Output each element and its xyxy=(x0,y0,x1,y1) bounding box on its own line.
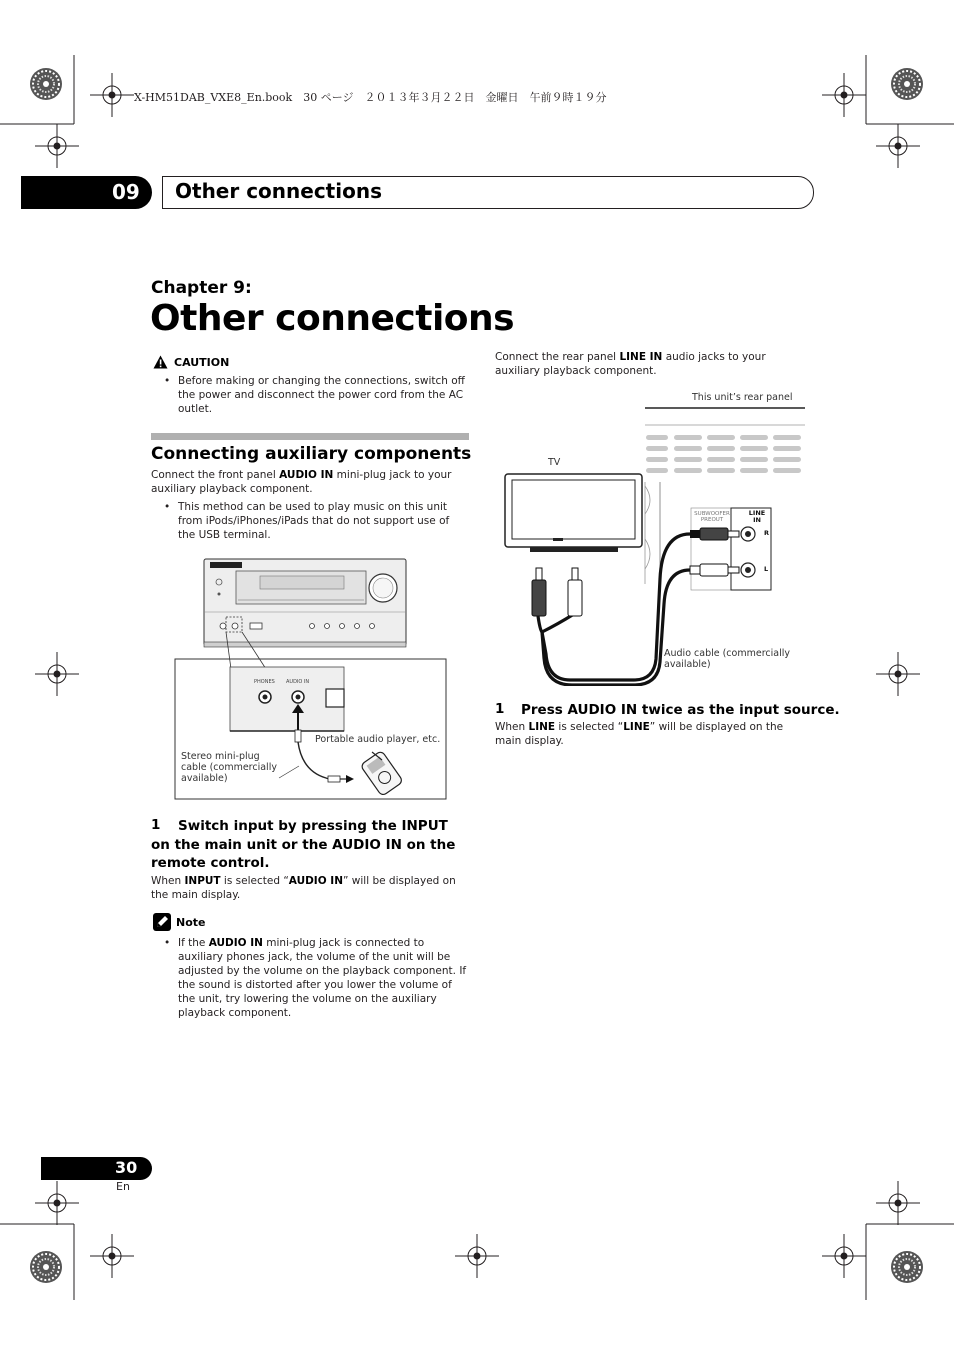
caution-heading: CAUTION xyxy=(174,356,230,369)
portable-player-icon xyxy=(360,750,403,796)
step1-left-number: 1 xyxy=(151,817,161,833)
step1-left-body-post: ” will be displayed on the main display. xyxy=(151,875,456,901)
section-bullet: • This method can be used to play music on this unit from iPods/iPhones/iPads that do not support use of the USB terminal. xyxy=(178,500,468,542)
page-number: 30 xyxy=(115,1158,138,1177)
step1-left-body xyxy=(151,874,469,902)
mini-plug-cable-label: Stereo mini-plug cable (commercially available) xyxy=(181,751,277,784)
portable-player-label: Portable audio player, etc. xyxy=(315,734,441,745)
caution-text: • Before making or changing the connections, switch off the power and disconnect the power cord from the AC outlet. xyxy=(178,374,468,416)
subwoofer-label: SUBWOOFER PREOUT xyxy=(694,511,730,523)
phones-label: PHONES xyxy=(254,679,275,685)
right-intro-bold: LINE IN xyxy=(619,351,663,363)
step1-right-body-pre: When xyxy=(495,721,529,733)
note-bold: AUDIO IN xyxy=(208,937,263,949)
step1-left-body-mid: is selected “ xyxy=(220,875,289,887)
step1-left-body-b1: INPUT xyxy=(184,875,221,887)
note-pre: If the xyxy=(178,937,209,949)
step1-left-body-b2: AUDIO IN xyxy=(288,875,343,887)
step1-left-heading: Switch input by pressing the INPUT on the main unit or the AUDIO IN on the remote control. xyxy=(151,818,456,871)
right-intro-post: audio jacks to your auxiliary playback component. xyxy=(495,351,766,377)
section-intro-bold: AUDIO IN xyxy=(279,469,334,481)
note-post: mini-plug jack is connected to auxiliary phones jack, the volume of the unit will be adjusted by the volume on the playback component. If the sound is distorted after you lower the volume of the unit, try lowering the volume on the auxiliary playback component. xyxy=(178,937,467,1019)
section-intro-pre: Connect the front panel xyxy=(151,469,280,481)
step1-right-body-mid: is selected “ xyxy=(555,721,624,733)
note-text xyxy=(178,936,468,1020)
step1-right-number: 1 xyxy=(495,701,505,717)
section-title: Connecting auxiliary components xyxy=(151,444,472,464)
step1-right-body-b2: LINE xyxy=(623,721,650,733)
right-intro-pre: Connect the rear panel xyxy=(495,351,620,363)
chapter-tab-number: 09 xyxy=(112,180,140,204)
audio-cable-label: Audio cable (commercially available) xyxy=(664,648,790,670)
section-intro-post: mini-plug jack to your auxiliary playback component. xyxy=(151,469,452,495)
page-lang: En xyxy=(116,1180,130,1193)
step1-right-body-b1: LINE xyxy=(528,721,556,733)
note-heading: Note xyxy=(176,916,206,929)
section-rule xyxy=(151,433,469,440)
section-intro xyxy=(151,468,469,496)
chapter-tab-title: Other connections xyxy=(175,179,382,203)
line-in-label: LINE IN xyxy=(748,509,766,524)
step1-right-body-post: ” will be displayed on the main display. xyxy=(495,721,784,747)
step1-right-heading: Press AUDIO IN twice as the input source. xyxy=(521,702,840,718)
audio-in-label: AUDIO IN xyxy=(286,679,310,685)
rear-panel-label: This unit’s rear panel xyxy=(692,392,793,403)
chapter-title: Other connections xyxy=(150,298,515,339)
step1-left-body-pre: When xyxy=(151,875,185,887)
pioneer-logo-bar xyxy=(210,562,242,568)
note-pencil-icon xyxy=(153,913,171,931)
chapter-label: Chapter 9: xyxy=(151,278,252,298)
tv-label: TV xyxy=(548,457,561,468)
r-label: R xyxy=(764,529,770,537)
warning-icon xyxy=(153,355,168,369)
step1-right-body xyxy=(495,720,807,748)
print-header: X-HM51DAB_VXE8_En.book 30 ページ ２０１３年３月２２日 金曜日 午前９時１９分 xyxy=(134,91,607,104)
right-intro xyxy=(495,350,807,378)
l-label: L xyxy=(764,565,769,573)
rear-panel-diagram xyxy=(500,404,810,686)
